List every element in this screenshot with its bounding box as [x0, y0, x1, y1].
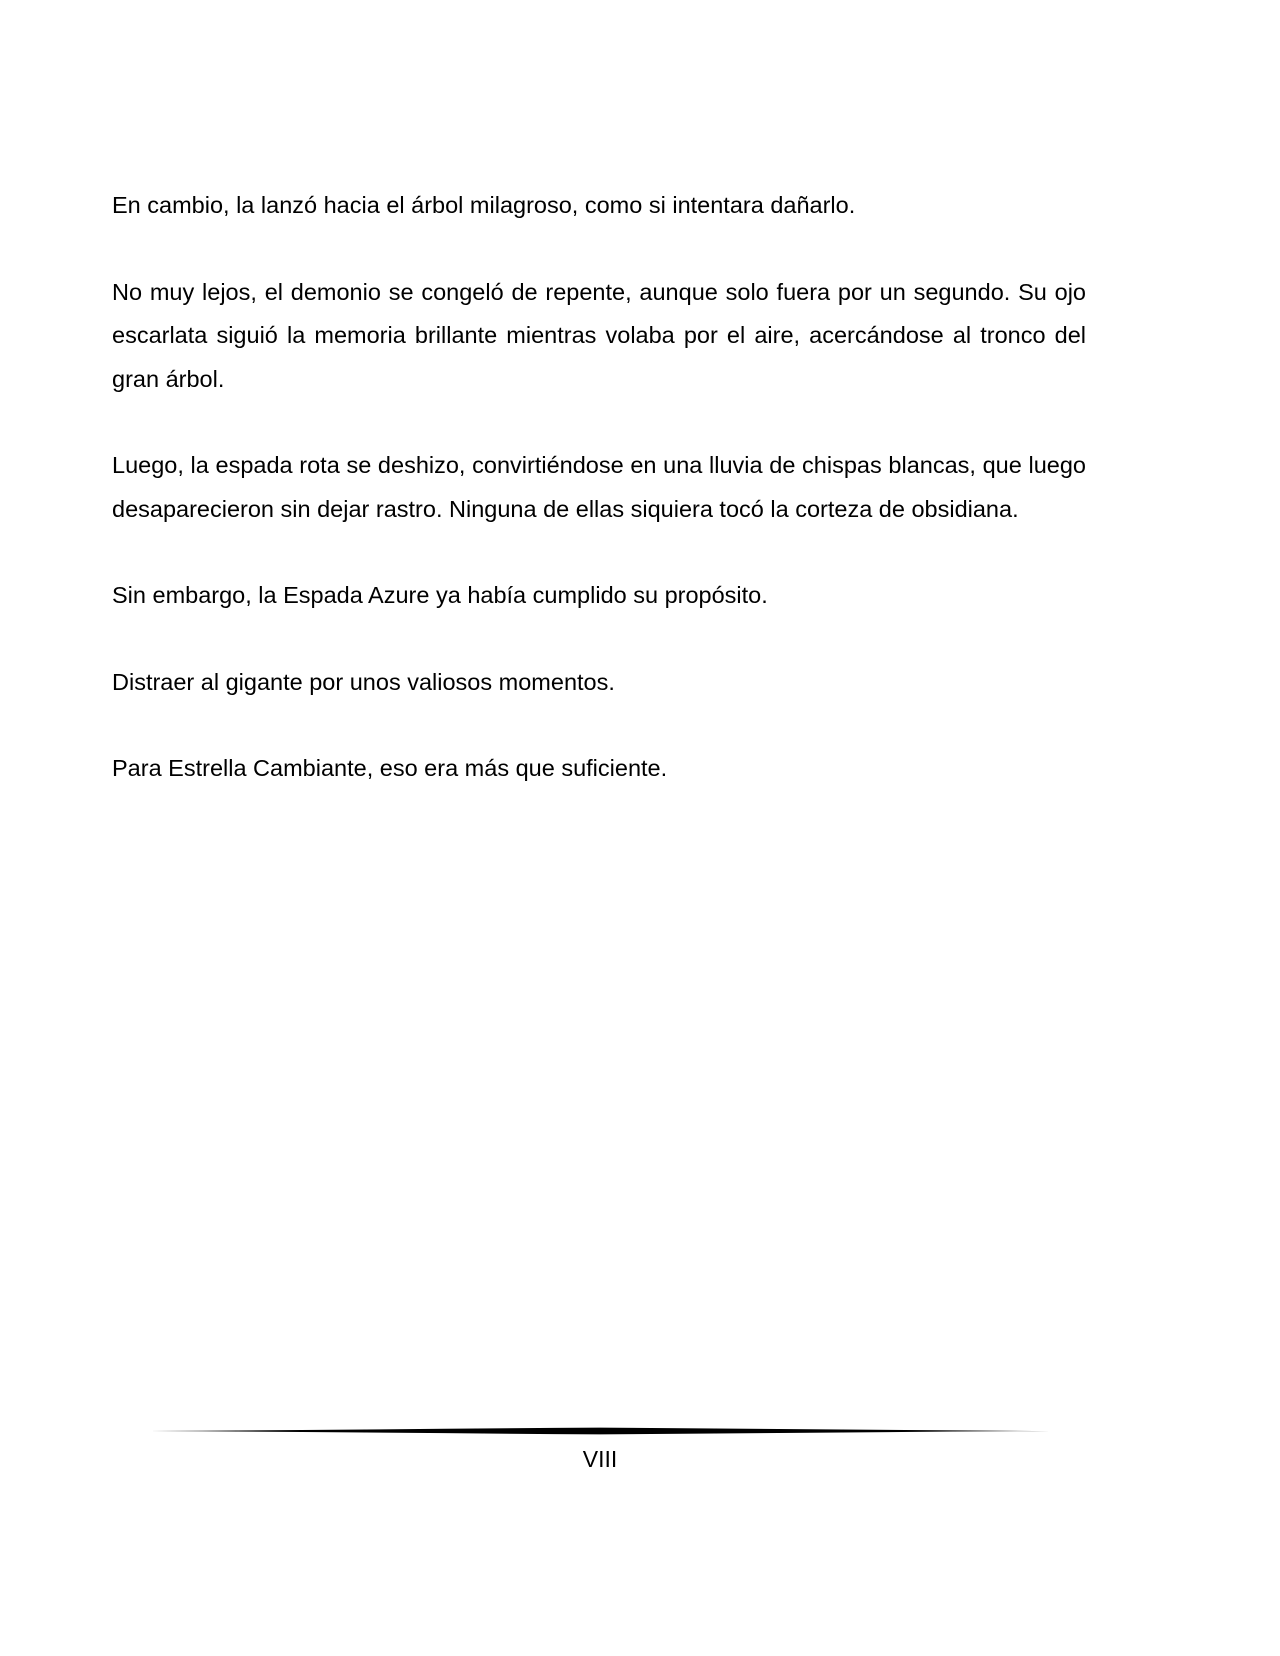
paragraph-2: No muy lejos, el demonio se congeló de repente, aunque solo fuera por un segundo. Su ojo escarlata siguió la memoria brillante mientras volaba por el aire, acercándose al tronco del gran árbol.: [112, 278, 1086, 392]
paragraph-6: Para Estrella Cambiante, eso era más que suficiente.: [112, 755, 668, 781]
paragraph-4: Sin embargo, la Espada Azure ya había cumplido su propósito.: [112, 582, 768, 608]
paragraph-3: Luego, la espada rota se deshizo, convirtiéndose en una lluvia de chispas blancas, que luego desaparecieron sin dejar rastro. Ninguna de ellas siquiera tocó la corteza de obsidiana.: [112, 452, 1086, 522]
paragraph-5: Distraer al gigante por unos valiosos momentos.: [112, 668, 615, 695]
page-number: VIII: [582, 1446, 618, 1472]
paragraph-1: En cambio, la lanzó hacia el árbol milagroso, como si intentara dañarlo.: [112, 192, 856, 218]
body-text: [112, 184, 1086, 834]
footer-divider: [150, 1424, 1050, 1438]
